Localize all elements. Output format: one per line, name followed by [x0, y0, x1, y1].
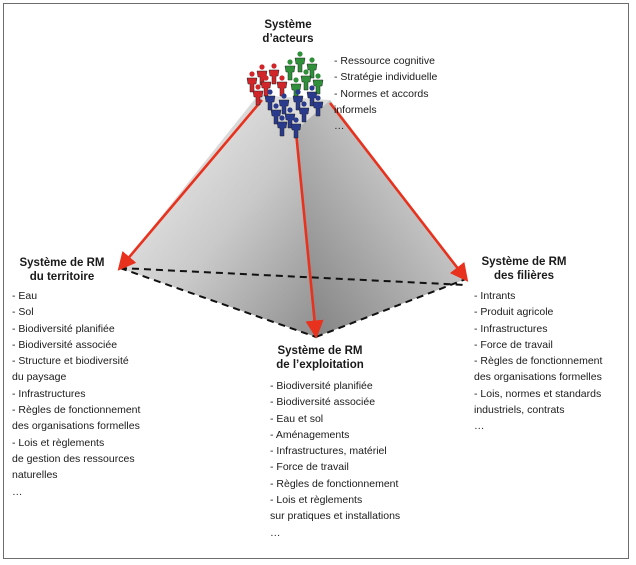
actors-list-item: [334, 86, 437, 119]
actors-list-item-line: informels: [334, 103, 377, 116]
filieres-list-item: [474, 304, 602, 320]
territoire-title: Système de RM du territoire: [19, 257, 105, 283]
filieres-list-item-line: - Intrants: [474, 290, 516, 302]
filieres-list-item: [474, 337, 602, 353]
filieres-list-item-line: industriels, contrats: [474, 404, 565, 417]
exploitation-list-item-line: - Aménagements: [270, 428, 350, 441]
territoire-list-item-line: - Biodiversité planifiée: [12, 322, 115, 335]
person-figure: [295, 51, 305, 72]
exploitation-list: [270, 378, 400, 541]
person-figure: [269, 63, 279, 84]
person-figure: [285, 59, 295, 80]
exploitation-list-item-line: sur pratiques et installations: [270, 510, 401, 523]
pyramid-right-face: [296, 100, 466, 337]
person-figure: [291, 77, 301, 98]
filieres-list-item: [474, 386, 602, 419]
filieres-list-item-line: - Règles de fonctionnement: [474, 355, 603, 368]
territoire-list-item: [12, 353, 140, 386]
filieres-list-item: [474, 418, 602, 434]
territoire-list-item-line: - Structure et biodiversité: [12, 355, 129, 368]
exploitation-list-item: [270, 459, 400, 475]
territoire-list-item-line: de gestion des ressources: [12, 452, 135, 465]
territoire-list-item: [12, 386, 140, 402]
exploitation-list-item-line: …: [270, 526, 281, 539]
territoire-list-item-line: naturelles: [12, 469, 58, 482]
exploitation-list-item: [270, 394, 400, 410]
territoire-list-item-line: - Lois et règlements: [12, 436, 105, 449]
territoire-list-item: [12, 402, 140, 435]
exploitation-list-item-line: - Biodiversité planifiée: [270, 380, 373, 392]
exploitation-list-item-line: - Infrastructures, matériel: [270, 445, 387, 458]
territoire-list-item-line: du paysage: [12, 371, 67, 384]
territoire-list-item-line: des organisations formelles: [12, 420, 140, 433]
actors-list-item: [334, 69, 437, 85]
filieres-list-item-line: - Produit agricole: [474, 306, 554, 319]
territoire-list-item-line: - Sol: [12, 306, 34, 319]
actors-list-item: [334, 53, 437, 69]
actors-list-item-line: - Normes et accords: [334, 87, 429, 100]
territoire-list-item-line: - Eau: [12, 290, 38, 302]
territoire-list-item-line: - Biodiversité associée: [12, 338, 118, 351]
territoire-list: [12, 288, 140, 500]
territoire-list-item: [12, 321, 140, 337]
territoire-list-item: [12, 288, 140, 304]
actors-list-item-line: - Stratégie individuelle: [334, 71, 438, 84]
exploitation-list-item-line: - Règles de fonctionnement: [270, 477, 399, 490]
filieres-list-item: [474, 288, 602, 304]
filieres-list-item: [474, 321, 602, 337]
exploitation-list-item: [270, 427, 400, 443]
pyramid-left-face: [120, 95, 316, 337]
exploitation-title: Système de RM de l’exploitation: [276, 345, 364, 371]
exploitation-list-item: [270, 525, 400, 541]
filieres-list-item-line: …: [474, 420, 485, 433]
territoire-list-item: [12, 337, 140, 353]
exploitation-list-item: [270, 476, 400, 492]
exploitation-list-item-line: - Force de travail: [270, 461, 349, 474]
exploitation-list-item: [270, 443, 400, 459]
filieres-list-item-line: - Lois, normes et standards: [474, 387, 602, 400]
territoire-list-item: [12, 435, 140, 484]
exploitation-list-item-line: - Biodiversité associée: [270, 396, 376, 409]
filieres-list-item: [474, 353, 602, 386]
filieres-list-item-line: des organisations formelles: [474, 371, 602, 384]
territoire-list-item-line: …: [12, 485, 23, 498]
person-figure: [247, 71, 257, 92]
filieres-list-item-line: - Force de travail: [474, 338, 553, 351]
actors-title: Système d’acteurs: [262, 19, 314, 45]
exploitation-list-item: [270, 411, 400, 427]
actors-list: [334, 53, 437, 134]
filieres-title: Système de RM des filières: [481, 256, 567, 282]
person-figure: [301, 69, 311, 90]
territoire-list-item: [12, 304, 140, 320]
person-figure: [307, 57, 317, 78]
actors-list-item-line: …: [334, 120, 345, 133]
exploitation-list-item-line: - Lois et règlements: [270, 494, 363, 507]
filieres-list-item-line: - Infrastructures: [474, 322, 548, 335]
exploitation-list-item-line: - Eau et sol: [270, 412, 324, 425]
person-figure: [313, 73, 323, 94]
actors-list-item-line: - Ressource cognitive: [334, 55, 435, 67]
person-figure: [277, 75, 287, 96]
actors-list-item: [334, 118, 437, 134]
filieres-list: [474, 288, 602, 435]
territoire-list-item-line: - Règles de fonctionnement: [12, 404, 141, 417]
territoire-list-item: [12, 484, 140, 500]
exploitation-list-item: [270, 378, 400, 394]
territoire-list-item-line: - Infrastructures: [12, 387, 86, 400]
exploitation-list-item: [270, 492, 400, 525]
